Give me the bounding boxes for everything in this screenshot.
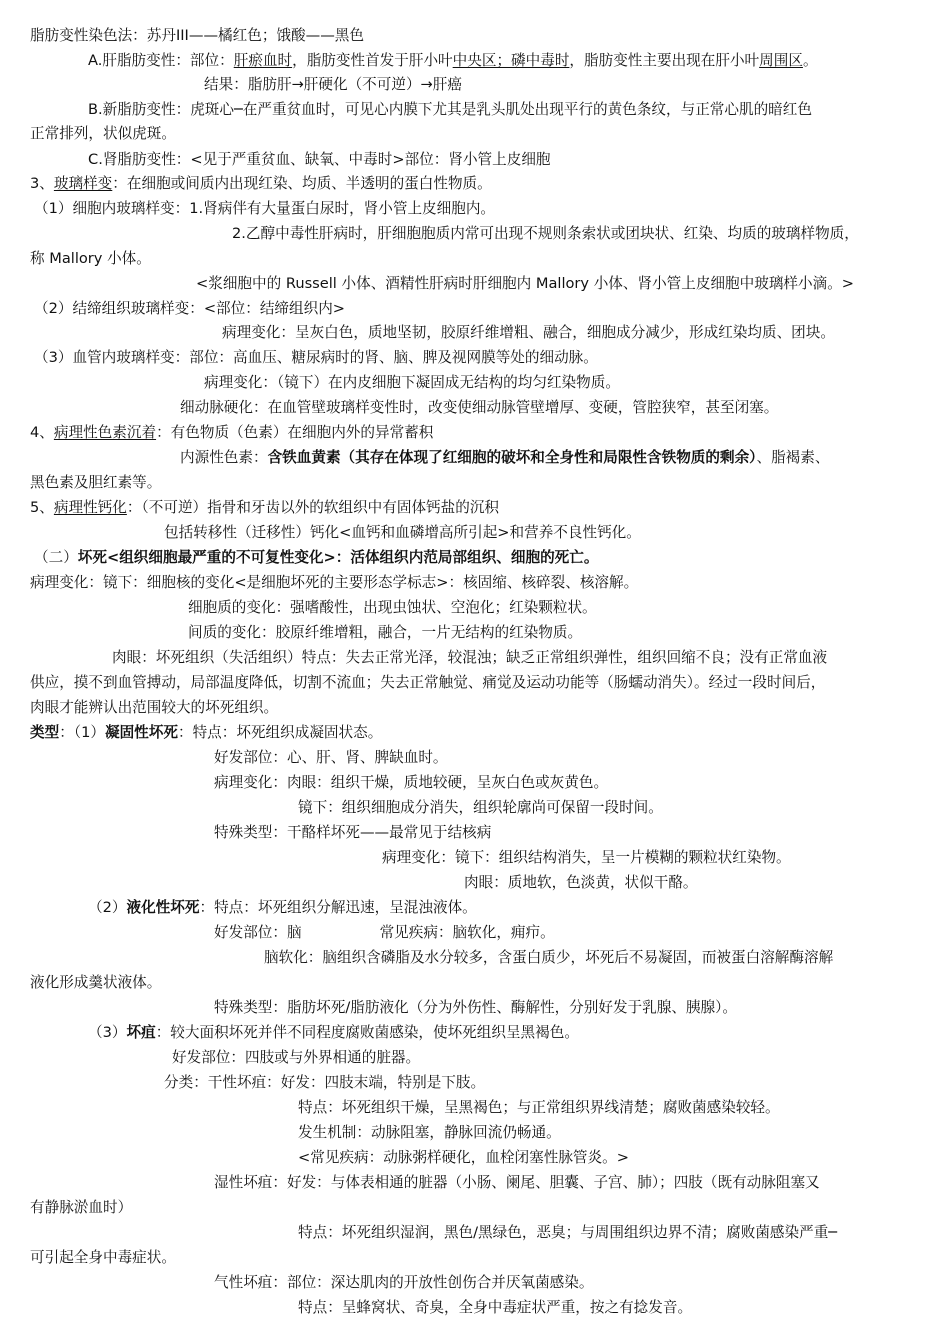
text: 特殊类型：脂肪坏死/脂肪液化（分为外伤性、酶解性，分别好发于乳腺、胰腺）。 bbox=[214, 999, 737, 1016]
encephalomalacia-line bbox=[264, 946, 918, 971]
text: 好发部位：脑 bbox=[214, 924, 302, 941]
text: <浆细胞中的 Russell 小体、酒精性肝病时肝细胞内 Mallory 小体、肾小管上皮细胞中玻璃样小滴。> bbox=[196, 275, 855, 292]
text: 分类：干性坏疽：好发：四肢末端，特别是下肢。 bbox=[164, 1074, 486, 1091]
heart-fat-line bbox=[88, 98, 918, 123]
text: （3） bbox=[88, 1024, 127, 1041]
text: ，脂肪变性首发于肝小叶 bbox=[292, 52, 453, 69]
pigment-cont-line bbox=[30, 471, 918, 496]
heart-fat-cont-line bbox=[30, 122, 918, 147]
vascular-hyaline-line bbox=[34, 346, 918, 371]
text: 发生机制：动脉阻塞，静脉回流仍畅通。 bbox=[298, 1124, 561, 1141]
dry-gangrene-mechanism-line bbox=[298, 1121, 918, 1146]
text: C.肾脂肪变性：<见于严重贫血、缺氧、中毒时>部位：肾小管上皮细胞 bbox=[88, 151, 551, 168]
text: （2）结缔组织玻璃样变：<部位：结缔组织内> bbox=[34, 300, 346, 317]
text: 湿性坏疽：好发：与体表相通的脏器（小肠、阑尾、胆囊、子宫、肺）；四肢（既有动脉阻塞又 bbox=[214, 1174, 820, 1191]
text: （二） bbox=[34, 549, 78, 566]
text: B.新脂肪变性：虎斑心─在严重贫血时，可见心内膜下尤其是乳头肌处出现平行的黄色条纹，与正常心肌的暗红色 bbox=[88, 101, 812, 118]
liver-fat-line bbox=[88, 49, 918, 74]
gangrene-heading bbox=[88, 1021, 918, 1046]
text: ：特点：坏死组织成凝固状态。 bbox=[177, 724, 383, 741]
text: 有静脉淤血时） bbox=[30, 1199, 133, 1216]
text: 结果：脂肪肝→肝硬化（不可逆）→肝癌 bbox=[204, 76, 462, 93]
cytoplasm-change-line bbox=[188, 596, 918, 621]
necrosis-heading bbox=[34, 546, 918, 571]
wet-gangrene-cont-line bbox=[30, 1196, 918, 1221]
kidney-fat-line bbox=[88, 148, 918, 173]
vascular-pathology-line bbox=[204, 371, 918, 396]
text: 病理变化：呈灰白色，质地坚韧，胶原纤维增粗、融合，细胞成分减少，形成红染均质、团块。 bbox=[222, 324, 835, 341]
liver-result-line bbox=[204, 73, 918, 98]
calcification-types-line bbox=[164, 521, 918, 546]
text: 特点：坏死组织湿润，黑色/黑绿色，恶臭；与周围组织边界不清；腐败菌感染严重─ bbox=[298, 1224, 838, 1241]
text: 镜下：组织细胞成分消失，组织轮廓尚可保留一段时间。 bbox=[298, 799, 663, 816]
coagulative-gross-line bbox=[214, 771, 918, 796]
bold-text: 液化性坏死 bbox=[126, 899, 200, 916]
hyaline-heading bbox=[30, 172, 918, 197]
text: 细胞质的变化：强嗜酸性，出现虫蚀状、空泡化；红染颗粒状。 bbox=[188, 599, 597, 616]
text: ：（1） bbox=[59, 724, 105, 741]
encephalomalacia-cont-line bbox=[30, 971, 918, 996]
text: 液化形成羹状液体。 bbox=[30, 974, 162, 991]
alcohol-liver-line bbox=[232, 222, 918, 247]
text: ：在细胞或间质内出现红染、均质、半透明的蛋白性物质。 bbox=[112, 175, 492, 192]
text: 5、 bbox=[30, 499, 54, 516]
text: 可引起全身中毒症状。 bbox=[30, 1249, 176, 1266]
text: 常见疾病：脑软化，痈疖。 bbox=[379, 924, 555, 941]
text: 脑软化：脑组织含磷脂及水分较多，含蛋白质少，坏死后不易凝固，而被蛋白溶解酶溶解 bbox=[264, 949, 834, 966]
nucleus-change-line bbox=[30, 571, 918, 596]
text: 肉眼：质地软，色淡黄，状似干酪。 bbox=[464, 874, 698, 891]
coagulative-heading bbox=[30, 721, 918, 746]
bold-text: 凝固性坏死 bbox=[104, 724, 178, 741]
text: 病理变化：镜下：细胞核的变化<是细胞坏死的主要形态学标志>：核固缩、核碎裂、核溶解。 bbox=[30, 574, 639, 591]
liquefactive-heading bbox=[88, 896, 918, 921]
text: ：有色物质（色素）在细胞内外的异常蓄积 bbox=[156, 424, 434, 441]
coagulative-micro-line bbox=[298, 796, 918, 821]
underlined-term: 病理性色素沉着 bbox=[53, 424, 157, 441]
wet-gangrene-feature-cont-line bbox=[30, 1246, 918, 1271]
text: 肉眼：坏死组织（失活组织）特点：失去正常光泽，较混浊；缺乏正常组织弹性，组织回缩不良；没有正常血液 bbox=[112, 649, 828, 666]
text: 特殊类型：干酪样坏死——最常见于结核病 bbox=[214, 824, 492, 841]
bold-text: 类型 bbox=[30, 724, 60, 741]
text: ：较大面积坏死并伴不同程度腐败菌感染，使坏死组织呈黑褐色。 bbox=[155, 1024, 579, 1041]
underlined-term: 玻璃样变 bbox=[53, 175, 113, 192]
calcification-heading bbox=[30, 496, 918, 521]
text: （1）细胞内玻璃样变：1.肾病伴有大量蛋白尿时，肾小管上皮细胞内。 bbox=[34, 200, 496, 217]
text: 细动脉硬化：在血管壁玻璃样变性时，改变使细动脉管壁增厚、变硬，管腔狭窄，甚至闭塞。 bbox=[180, 399, 779, 416]
underlined-text: 中央区；磷中毒时 bbox=[452, 52, 570, 69]
gross-necrosis-cont-line bbox=[30, 671, 918, 696]
text: 3、 bbox=[30, 175, 54, 192]
text: 脂肪变性染色法：苏丹III——橘红色；饿酸——黑色 bbox=[30, 27, 364, 44]
caseous-micro-line bbox=[382, 846, 918, 871]
bold-text: 含铁血黄素（其存在体现了红细胞的破坏和全身性和局限性含铁物质的剩余） bbox=[267, 449, 757, 466]
underlined-term: 病理性钙化 bbox=[53, 499, 127, 516]
text: 气性坏疽：部位：深达肌肉的开放性创伤合并厌氧菌感染。 bbox=[214, 1274, 594, 1291]
dry-gangrene-feature-line bbox=[298, 1096, 918, 1121]
arteriosclerosis-line bbox=[180, 396, 918, 421]
text: 、脂褐素、 bbox=[756, 449, 830, 466]
wet-gangrene-line bbox=[214, 1171, 918, 1196]
dry-gangrene-line bbox=[164, 1071, 918, 1096]
fat-necrosis-line bbox=[214, 996, 918, 1021]
text: 2.乙醇中毒性肝病时，肝细胞胞质内常可出现不规则条索状或团块状、红染、均质的玻璃样物质， bbox=[232, 225, 859, 242]
text: A.肝脂肪变性：部位： bbox=[88, 52, 234, 69]
text: 称 Mallory 小体。 bbox=[30, 250, 151, 267]
text: 4、 bbox=[30, 424, 54, 441]
caseous-line bbox=[214, 821, 918, 846]
bold-text: 坏死<组织细胞最严重的不可复性变化>：活体组织内范局部组织、细胞的死亡。 bbox=[77, 549, 599, 566]
text: 正常排列，状似虎斑。 bbox=[30, 125, 176, 142]
endogenous-pigment-line bbox=[180, 446, 918, 471]
interstitial-change-line bbox=[188, 621, 918, 646]
underlined-text: 肝瘀血时 bbox=[233, 52, 293, 69]
connective-hyaline-line bbox=[34, 297, 918, 322]
text: <常见疾病：动脉粥样硬化，血栓闭塞性脉管炎。> bbox=[298, 1149, 629, 1166]
fat-stain-line bbox=[30, 24, 918, 49]
text: 。 bbox=[802, 52, 818, 69]
text: 好发部位：心、肝、肾、脾缺血时。 bbox=[214, 749, 448, 766]
liquefactive-site-line bbox=[214, 921, 918, 946]
wet-gangrene-feature-line bbox=[298, 1221, 918, 1246]
bold-text: 坏疽 bbox=[126, 1024, 156, 1041]
dry-gangrene-disease-line bbox=[298, 1146, 918, 1171]
underlined-text: 周围区 bbox=[759, 52, 803, 69]
gangrene-site-line bbox=[172, 1046, 918, 1071]
gas-gangrene-line bbox=[214, 1271, 918, 1296]
text: 黑色素及胆红素等。 bbox=[30, 474, 162, 491]
text: （2） bbox=[88, 899, 127, 916]
text: 包括转移性（迁移性）钙化<血钙和血磷增高所引起>和营养不良性钙化。 bbox=[164, 524, 641, 541]
text: 供应，摸不到血管搏动，局部温度降低，切割不流血；失去正常触觉、痛觉及运动功能等（肠蠕动消失）。经过一段时间后， bbox=[30, 674, 826, 691]
gross-necrosis-cont2-line bbox=[30, 696, 918, 721]
gross-necrosis-line bbox=[112, 646, 918, 671]
coagulative-site-line bbox=[214, 746, 918, 771]
text: 病理变化：肉眼：组织干燥，质地较硬，呈灰白色或灰黄色。 bbox=[214, 774, 609, 791]
pigment-heading bbox=[30, 421, 918, 446]
text: （3）血管内玻璃样变：部位：高血压、糖尿病时的肾、脑、脾及视网膜等处的细动脉。 bbox=[34, 349, 598, 366]
text: 好发部位：四肢或与外界相通的脏器。 bbox=[172, 1049, 421, 1066]
text: 肉眼才能辨认出范围较大的坏死组织。 bbox=[30, 699, 279, 716]
text: 病理变化：（镜下）在内皮细胞下凝固成无结构的均匀红染物质。 bbox=[204, 374, 620, 391]
text: 间质的变化：胶原纤维增粗，融合，一片无结构的红染物质。 bbox=[188, 624, 583, 641]
text: 特点：呈蜂窝状、奇臭，全身中毒症状严重，按之有捻发音。 bbox=[298, 1299, 693, 1316]
intracellular-hyaline-line bbox=[34, 197, 918, 222]
text: ：特点：坏死组织分解迅速，呈混浊液体。 bbox=[199, 899, 477, 916]
text: ：（不可逆）指骨和牙齿以外的软组织中有固体钙盐的沉积 bbox=[126, 499, 500, 516]
text: 内源性色素： bbox=[180, 449, 268, 466]
caseous-gross-line bbox=[464, 871, 918, 896]
text: 病理变化：镜下：组织结构消失，呈一片模糊的颗粒状红染物。 bbox=[382, 849, 791, 866]
text: 特点：坏死组织干燥，呈黑褐色；与正常组织界线清楚；腐败菌感染较轻。 bbox=[298, 1099, 780, 1116]
connective-pathology-line bbox=[222, 321, 918, 346]
gas-gangrene-feature-line bbox=[298, 1296, 918, 1321]
text: ，脂肪变性主要出现在肝小叶 bbox=[569, 52, 760, 69]
mallory-line bbox=[30, 247, 918, 272]
russell-line bbox=[196, 272, 918, 297]
